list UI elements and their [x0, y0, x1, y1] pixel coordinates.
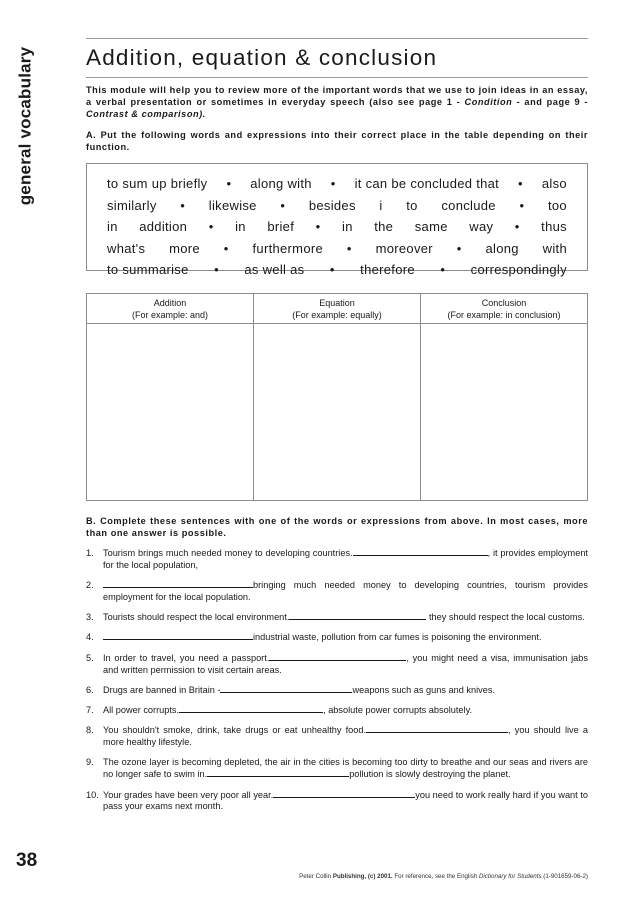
answer-blank[interactable] [207, 768, 349, 777]
word-token: likewise [208, 197, 257, 213]
exercise-sentence [86, 579, 588, 604]
word-box-line [107, 195, 567, 217]
bullet-separator: • [180, 197, 186, 213]
sentence-text-after: , you might need a visa, immunisation jabs and written permission to visit certain areas. [103, 652, 588, 675]
answer-blank[interactable] [103, 579, 253, 588]
sentence-text-before: You shouldn't smoke, drink, take drugs or eat unhealthy food. [103, 725, 367, 736]
footer-mid: For reference, see the English [392, 873, 479, 880]
worksheet-main [86, 38, 588, 821]
answer-blank[interactable] [103, 631, 253, 640]
word-token: also [541, 176, 567, 191]
word-box-line [107, 238, 567, 260]
sentence-text-before: Your grades have been very poor all year. [103, 789, 274, 800]
equation-example: (For example: equally) [292, 310, 382, 320]
page-title: Addition, equation & conclusion [86, 45, 438, 70]
exercise-sentence [86, 652, 588, 677]
conclusion-answer-area[interactable] [421, 324, 587, 500]
word-box-line [107, 173, 567, 195]
sentence-text-after: , it provides employment for the local population, [103, 548, 588, 570]
addition-column [87, 294, 253, 500]
sentence-number: 9. [86, 756, 94, 767]
intro-text: This module will help you to review more of the important words that we use to join ideas in an essay, a verbal presentation or sometimes in everyday speech (also see page 1 - [86, 85, 588, 107]
exercise-sentence [86, 724, 588, 749]
answer-blank[interactable] [179, 704, 323, 713]
exercise-sentence [86, 789, 588, 814]
footer-publisher: Publishing, (c) 2001. [332, 873, 393, 880]
word-token: i [379, 197, 383, 213]
word-token: way [469, 219, 494, 234]
sentence-text-after: industrial waste, pollution from car fumes is poisoning the environment. [253, 632, 542, 643]
exercise-sentence [86, 611, 588, 624]
word-token: besides [308, 197, 356, 213]
sentence-number: 7. [86, 705, 94, 716]
bullet-separator: • [223, 240, 229, 256]
bullet-separator: • [514, 219, 520, 234]
bullet-separator: • [315, 219, 321, 234]
word-token: similarly [107, 197, 157, 213]
sentence-text-after: bringing much needed money to developing countries, tourism provides employment for the local population. [103, 580, 588, 602]
conclusion-example: (For example: in conclusion) [447, 310, 561, 320]
exercise-sentence [86, 631, 588, 644]
sentence-text-after: they should respect the local customs. [426, 612, 585, 623]
word-token: in [107, 219, 118, 234]
bullet-separator: • [208, 219, 214, 234]
word-token: as well as [244, 262, 305, 277]
word-token: moreover [375, 240, 433, 256]
footer-pre: Peter Collin [299, 873, 333, 880]
conclusion-column [420, 294, 587, 500]
addition-answer-area[interactable] [87, 324, 253, 500]
word-token: more [169, 240, 200, 256]
word-token: brief [267, 219, 295, 234]
conclusion-column-header [421, 294, 587, 324]
word-box-line [107, 259, 567, 281]
word-token: to [406, 197, 418, 213]
sentence-number: 3. [86, 612, 94, 623]
intro-paragraph [86, 84, 588, 120]
sentence-number: 10. [86, 789, 99, 800]
word-token: conclude [441, 197, 496, 213]
word-token: same [414, 219, 448, 234]
bullet-separator: • [440, 262, 446, 277]
word-token: to summarise [107, 262, 189, 277]
sentence-text-after: , you should live a more healthy lifestyle. [103, 725, 589, 748]
sentence-number: 6. [86, 684, 94, 695]
bullet-separator: • [518, 176, 523, 191]
sentence-text-before: In order to travel, you need a passport. [103, 652, 270, 663]
sentence-text-before: Tourism brings much needed money to developing countries. [103, 548, 353, 558]
equation-column [253, 294, 420, 500]
section-side-label-text: general vocabulary [15, 46, 34, 206]
sentence-number: 4. [86, 632, 94, 643]
word-token: correspondingly [470, 262, 567, 277]
equation-column-header [254, 294, 420, 324]
answer-blank[interactable] [220, 684, 352, 693]
bullet-separator: • [226, 176, 232, 191]
bullet-separator: • [330, 176, 336, 191]
word-token: therefore [360, 262, 415, 277]
word-token: the [374, 219, 394, 234]
intro-ref-condition: Condition [464, 97, 513, 107]
addition-example: (For example: and) [131, 310, 209, 320]
bullet-separator: • [346, 240, 352, 256]
word-token: along [485, 240, 519, 256]
answer-blank[interactable] [289, 611, 426, 620]
word-token: what's [107, 240, 146, 256]
exercise-sentence [86, 704, 588, 717]
exercise-sentence [86, 684, 588, 697]
word-token: addition [139, 219, 188, 234]
exercise-sentence [86, 547, 588, 572]
sentence-text-before: Tourists should respect the local environment. [103, 612, 290, 623]
word-token: in [235, 219, 246, 234]
intro-ref-contrast: Contrast & comparison). [86, 109, 206, 119]
bullet-separator: • [456, 240, 462, 256]
answer-blank[interactable] [273, 789, 415, 798]
word-token: too [547, 197, 567, 213]
sentence-text-before: All power corrupts. [103, 705, 180, 716]
sentence-text-before: Drugs are banned in Britain - [103, 684, 221, 695]
addition-heading: Addition [153, 298, 187, 308]
footer-post: (1-901659-06-2) [541, 873, 588, 880]
sentence-list [86, 547, 588, 813]
word-token: with [542, 240, 567, 256]
footer-dictionary: Dictionary for Students [478, 873, 542, 880]
word-token: thus [541, 219, 567, 234]
footer-credit [86, 873, 588, 880]
word-token: furthermore [252, 240, 324, 256]
sentence-text-after: pollution is slowly destroying the planet. [349, 769, 511, 780]
answer-blank[interactable] [269, 652, 406, 661]
sentence-text-after: , absolute power corrupts absolutely. [323, 705, 473, 716]
bullet-separator: • [280, 197, 286, 213]
word-token: along with [250, 176, 312, 191]
instruction-b: B. Complete these sentences with one of the words or expressions from above. In most cases, more than one answer is possible. [86, 516, 588, 538]
equation-answer-area[interactable] [254, 324, 420, 500]
classification-table [86, 293, 588, 501]
sentence-text-before: The ozone layer is becoming depleted, the air in the cities is becoming too dirty to breathe and our seas and rivers are no longer safe to swim in. [103, 756, 588, 780]
sentence-text-after: weapons such as guns and knives. [352, 684, 495, 695]
intro-mid: - and page 9 - [512, 97, 588, 107]
word-token: it can be concluded that [354, 176, 500, 191]
title-divider [86, 77, 588, 78]
exercise-sentence [86, 757, 588, 782]
sentence-number: 8. [86, 725, 94, 736]
conclusion-heading: Conclusion [481, 298, 527, 308]
answer-blank[interactable] [353, 547, 488, 556]
page-number: 38 [16, 850, 38, 871]
word-token: in [342, 219, 353, 234]
equation-heading: Equation [319, 298, 355, 308]
sentence-text-after: you need to work really hard if you want to pass your exams next month. [103, 789, 588, 812]
bullet-separator: • [329, 262, 335, 277]
bullet-separator: • [519, 197, 525, 213]
sentence-number: 2. [86, 580, 94, 591]
sentence-number: 1. [86, 548, 94, 558]
instruction-a: A. Put the following words and expressions into their correct place in the table depending on their function. [86, 130, 588, 152]
sentence-number: 5. [86, 652, 94, 663]
addition-column-header [87, 294, 253, 324]
word-token: to sum up briefly [107, 176, 208, 191]
section-side-label [8, 36, 42, 216]
word-box-line [107, 216, 567, 238]
bullet-separator: • [214, 262, 219, 277]
word-box [86, 163, 588, 277]
answer-blank[interactable] [366, 724, 508, 733]
